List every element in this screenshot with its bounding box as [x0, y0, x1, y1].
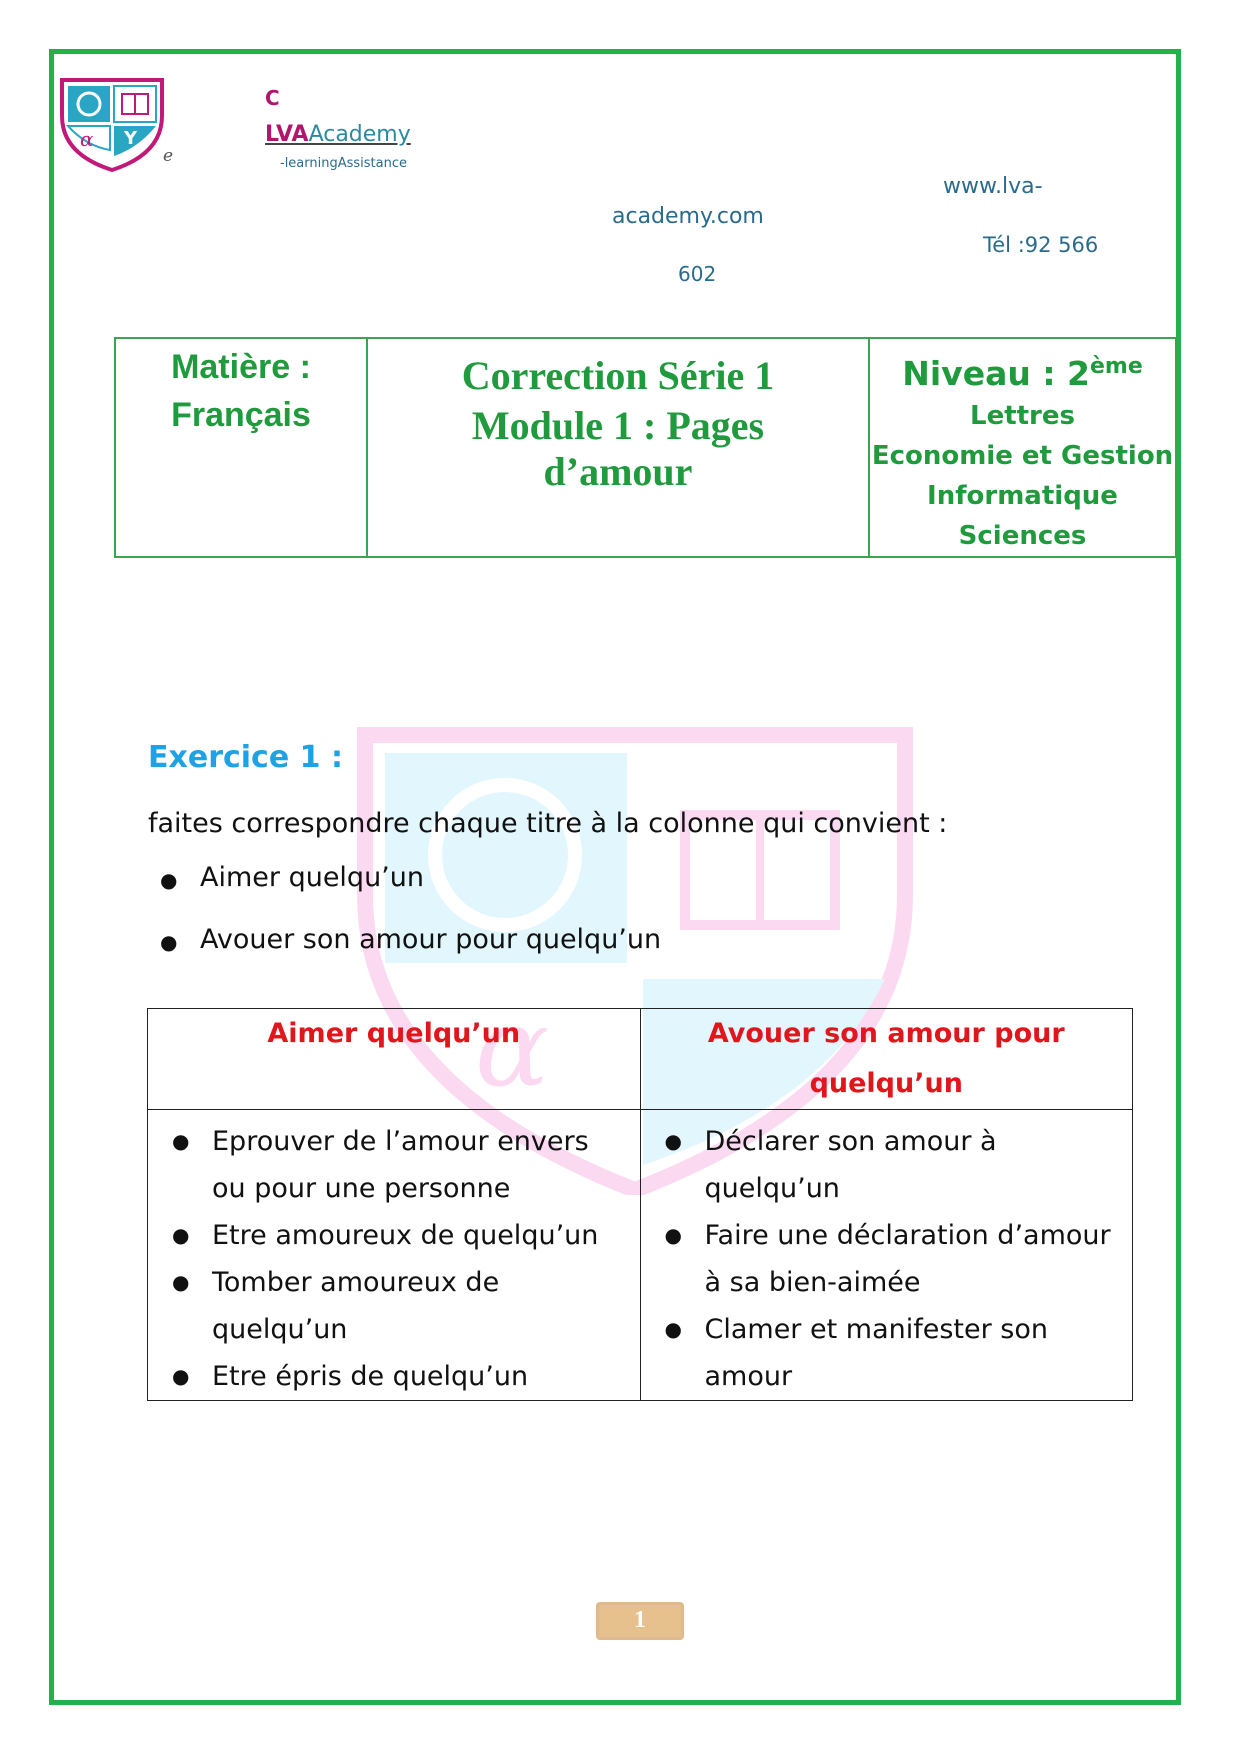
page-number: 1 — [596, 1602, 684, 1640]
list-item: ● Etre épris de quelqu’un — [172, 1353, 630, 1400]
svg-text:α: α — [475, 983, 550, 1111]
title-line-1: Correction Série 1 — [461, 353, 775, 398]
website-part2[interactable]: academy.com — [612, 204, 764, 229]
svg-text:α: α — [80, 127, 94, 151]
title-line-2: Module 1 : Pages — [471, 403, 765, 448]
phone-suffix: 602 — [678, 262, 717, 286]
level-section: Informatique — [927, 481, 1118, 511]
title-line-3: d’amour — [543, 449, 693, 494]
logo-letter: e — [163, 146, 174, 166]
brand-lva: LVA — [265, 122, 309, 147]
exercise-title: Exercice 1 : — [148, 740, 343, 775]
list-item: ● Tomber amoureux de quelqu’un — [172, 1259, 630, 1353]
subject-cell — [115, 338, 367, 557]
level-cell — [869, 338, 1176, 557]
svg-text:Y: Y — [124, 128, 138, 149]
column-aimer — [148, 1110, 641, 1401]
correction-table — [147, 1008, 1133, 1401]
list-item: ● Faire une déclaration d’amour à sa bien-aimée — [665, 1212, 1123, 1306]
info-table — [114, 337, 1177, 558]
list-item: ● Aimer quelqu’un — [160, 862, 661, 924]
level-section: Sciences — [958, 521, 1087, 551]
subject-label: Matière : — [171, 348, 311, 386]
column-header-avouer: Avouer son amour pour quelqu’un — [640, 1009, 1133, 1110]
level-section: Lettres — [970, 401, 1075, 431]
list-item: ● Déclarer son amour à quelqu’un — [665, 1118, 1123, 1212]
list-item: ● Avouer son amour pour quelqu’un — [160, 924, 661, 986]
brand-tagline: -learningAssistance — [280, 156, 407, 171]
column-header-aimer: Aimer quelqu’un — [148, 1009, 641, 1110]
lva-logo-icon — [56, 76, 168, 172]
level-sup: ème — [1089, 354, 1143, 379]
list-item: ● Clamer et manifester son amour — [665, 1306, 1123, 1400]
brand-name — [265, 122, 411, 147]
level-text: Niveau : 2 — [902, 354, 1090, 393]
subject-value: Français — [171, 396, 311, 434]
brand-academy: Academy — [308, 122, 411, 147]
list-item: ● Eprouver de l’amour envers ou pour une personne — [172, 1118, 630, 1212]
level-label — [870, 345, 1175, 396]
level-section: Economie et Gestion — [871, 441, 1174, 471]
exercise-instruction: faites correspondre chaque titre à la colonne qui convient : — [148, 808, 948, 839]
phone-number: Tél :92 566 — [983, 233, 1099, 257]
exercise-bullet-list — [160, 862, 661, 986]
title-cell — [367, 338, 869, 557]
website-part1[interactable]: www.lva- — [943, 174, 1043, 199]
column-avouer — [640, 1110, 1133, 1401]
list-item: ● Etre amoureux de quelqu’un — [172, 1212, 630, 1259]
header-c: C — [265, 86, 280, 110]
